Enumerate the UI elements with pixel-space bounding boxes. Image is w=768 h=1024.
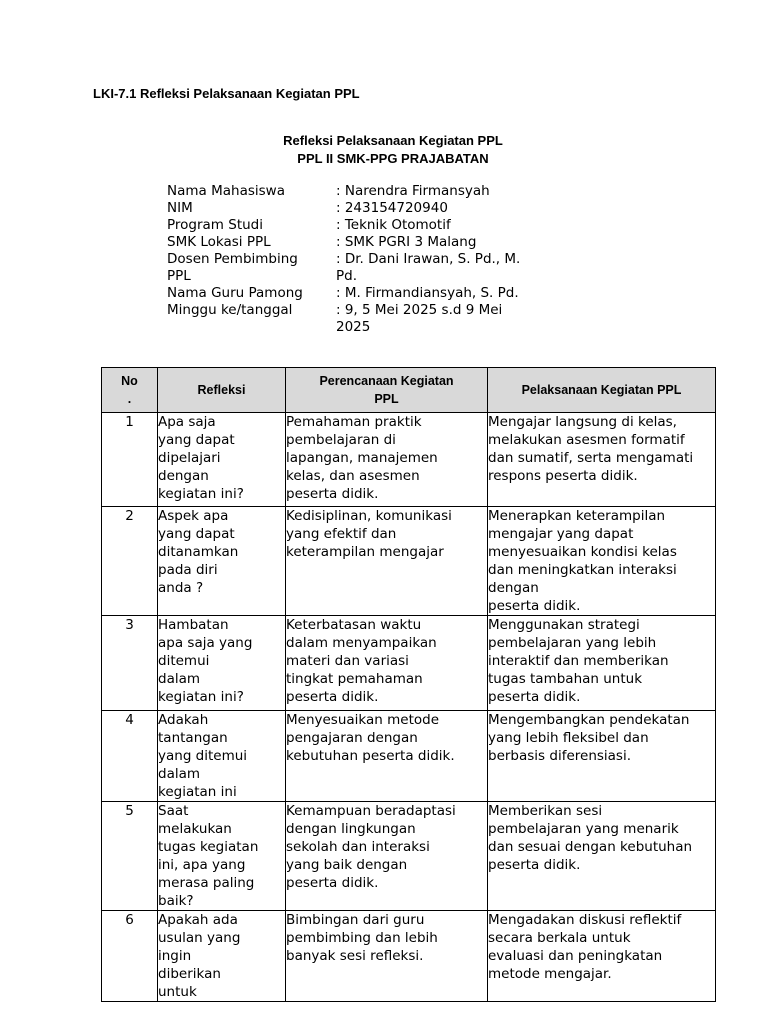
row-perencanaan: Menyesuaikan metode pengajaran dengan kebutuhan peserta didik. <box>286 711 488 802</box>
table-row <box>102 711 716 802</box>
row-pelaksanaan: Mengembangkan pendekatan yang lebih fleksibel dan berbasis diferensiasi. <box>488 711 716 802</box>
row-number: 4 <box>102 711 158 802</box>
document-title: Refleksi Pelaksanaan Kegiatan PPL <box>283 133 503 148</box>
info-value: : SMK PGRI 3 Malang <box>336 234 477 250</box>
document-subtitle: PPL II SMK-PPG PRAJABATAN <box>297 151 489 166</box>
reflection-table <box>101 367 716 1002</box>
student-info <box>167 183 536 336</box>
info-row-location <box>167 234 536 251</box>
info-key: Nama Mahasiswa <box>167 183 285 199</box>
table-row <box>102 802 716 911</box>
info-value: : Dr. Dani Irawan, S. Pd., M. Pd. <box>336 251 521 284</box>
header-no: No . <box>102 368 158 413</box>
info-key: Program Studi <box>167 217 263 233</box>
row-perencanaan: Pemahaman praktik pembelajaran di lapangan, manajemen kelas, dan asesmen peserta didik. <box>286 413 488 507</box>
row-perencanaan: Kemampuan beradaptasi dengan lingkungan sekolah dan interaksi yang baik dengan peserta didik. <box>286 802 488 911</box>
row-number: 6 <box>102 911 158 1002</box>
row-pelaksanaan: Mengajar langsung di kelas, melakukan asesmen formatif dan sumatif, serta mengamati respons peserta didik. <box>488 413 716 507</box>
row-pelaksanaan: Mengadakan diskusi reflektif secara berkala untuk evaluasi dan peningkatan metode mengajar. <box>488 911 716 1002</box>
info-key: SMK Lokasi PPL <box>167 234 271 250</box>
table-header-row <box>102 368 716 413</box>
row-perencanaan: Kedisiplinan, komunikasi yang efektif dan keterampilan mengajar <box>286 507 488 616</box>
header-refleksi: Refleksi <box>158 368 286 413</box>
row-refleksi: Apakah ada usulan yang ingin diberikan untuk <box>158 911 286 1002</box>
info-row-week <box>167 302 536 336</box>
info-key: Dosen Pembimbing PPL <box>167 251 298 284</box>
info-row-nim <box>167 200 536 217</box>
table-row <box>102 911 716 1002</box>
info-value: : Teknik Otomotif <box>336 217 451 233</box>
info-key: Minggu ke/tanggal <box>167 302 293 318</box>
row-refleksi: Aspek apa yang dapat ditanamkan pada diri anda ? <box>158 507 286 616</box>
row-number: 3 <box>102 616 158 711</box>
row-refleksi: Hambatan apa saja yang ditemui dalam kegiatan ini? <box>158 616 286 711</box>
row-number: 1 <box>102 413 158 507</box>
info-row-program <box>167 217 536 234</box>
info-row-mentor <box>167 285 536 302</box>
info-row-name <box>167 183 536 200</box>
row-number: 5 <box>102 802 158 911</box>
header-perencanaan: Perencanaan Kegiatan PPL <box>286 368 488 413</box>
row-refleksi: Saat melakukan tugas kegiatan ini, apa yang merasa paling baik? <box>158 802 286 911</box>
info-value: : 9, 5 Mei 2025 s.d 9 Mei 2025 <box>336 302 503 335</box>
document-label: LKI-7.1 Refleksi Pelaksanaan Kegiatan PPL <box>93 86 360 101</box>
info-key: Nama Guru Pamong <box>167 285 303 301</box>
table-row <box>102 413 716 507</box>
row-perencanaan: Keterbatasan waktu dalam menyampaikan materi dan variasi tingkat pemahaman peserta didik. <box>286 616 488 711</box>
row-pelaksanaan: Menggunakan strategi pembelajaran yang lebih interaktif dan memberikan tugas tambahan untuk peserta didik. <box>488 616 716 711</box>
table-row <box>102 616 716 711</box>
row-refleksi: Adakah tantangan yang ditemui dalam kegiatan ini <box>158 711 286 802</box>
info-value: : M. Firmandiansyah, S. Pd. <box>336 285 519 301</box>
row-pelaksanaan: Menerapkan keterampilan mengajar yang dapat menyesuaikan kondisi kelas dan meningkatkan interaksi dengan peserta didik. <box>488 507 716 616</box>
info-row-supervisor <box>167 251 536 285</box>
table-row <box>102 507 716 616</box>
row-perencanaan: Bimbingan dari guru pembimbing dan lebih banyak sesi refleksi. <box>286 911 488 1002</box>
row-refleksi: Apa saja yang dapat dipelajari dengan kegiatan ini? <box>158 413 286 507</box>
info-value: : 243154720940 <box>336 200 448 216</box>
header-pelaksanaan: Pelaksanaan Kegiatan PPL <box>488 368 716 413</box>
info-key: NIM <box>167 200 193 216</box>
row-number: 2 <box>102 507 158 616</box>
info-value: : Narendra Firmansyah <box>336 183 490 199</box>
row-pelaksanaan: Memberikan sesi pembelajaran yang menarik dan sesuai dengan kebutuhan peserta didik. <box>488 802 716 911</box>
